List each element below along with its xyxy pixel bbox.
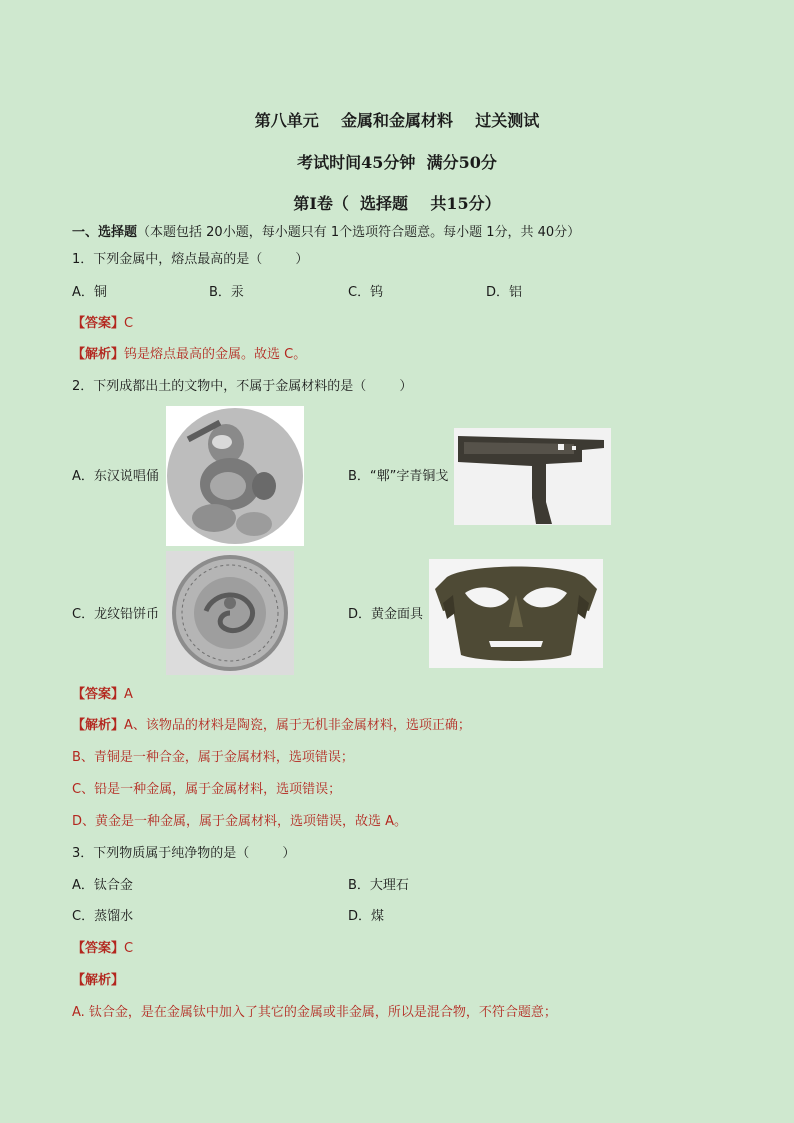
exam-info: 考试时间45分钟 满分50分 [297,153,497,172]
q1-option-c[interactable]: C．钨 [348,285,384,300]
q1-option-b[interactable]: B．汞 [209,285,244,300]
bronze-dagger-axe-image [454,428,611,525]
q3-option-c[interactable]: C．蒸馏水 [72,909,134,924]
dragon-coin-image [166,551,294,675]
answer-value: C [124,316,134,331]
q2-analysis-line-4: D、黄金是一种金属，属于金属材料，选项错误，故选 A。 [72,814,408,829]
clay-figurine-image [166,406,304,546]
q2-option-a[interactable]: A．东汉说唱俑 [72,469,159,484]
section-title: 第Ⅰ卷（ 选择题 共15分） [293,194,501,213]
q2-analysis-line-3: C、铅是一种金属，属于金属材料，选项错误； [72,782,342,797]
q2-analysis-line-2: B、青铜是一种合金，属于金属材料，选项错误； [72,750,354,765]
q3-answer [72,940,133,958]
answer-tag: 【答案】 [72,316,125,331]
q3-analysis-tag [72,972,124,990]
section-intro: 一、选择题（本题包括 20小题，每小题只有 1个选项符合题意。每小题 1分，共 40分） [72,225,581,240]
analysis-tag: 【解析】 [72,718,125,733]
q1-stem: 1．下列金属中，熔点最高的是（ ） [72,252,309,267]
q2-stem: 2．下列成都出土的文物中，不属于金属材料的是（ ） [72,379,413,394]
analysis-text: A、该物品的材料是陶瓷，属于无机非金属材料，选项正确； [124,718,471,733]
q2-option-d[interactable]: D．黄金面具 [348,607,424,622]
answer-value: A [124,687,133,702]
analysis-text: 钨是熔点最高的金属。故选 C。 [124,347,307,362]
intro-text: （本题包括 20小题，每小题只有 1个选项符合题意。每小题 1分，共 40分） [137,225,581,240]
unit-title: 第八单元 金属和金属材料 过关测试 [254,111,540,130]
answer-value: C [124,941,134,956]
q2-option-b[interactable]: B．“郫”字青铜戈 [348,469,449,484]
q1-answer [72,315,133,333]
q1-analysis [72,346,306,364]
q3-option-b[interactable]: B．大理石 [348,878,409,893]
q1-option-a[interactable]: A．铜 [72,285,107,300]
q3-option-a[interactable]: A．钛合金 [72,878,133,893]
answer-tag: 【答案】 [72,941,125,956]
q2-answer [72,686,133,704]
q3-stem: 3．下列物质属于纯净物的是（ ） [72,846,296,861]
analysis-tag: 【解析】 [72,973,125,988]
q3-option-d[interactable]: D．煤 [348,909,385,924]
q3-analysis-line-1: A. 钛合金，是在金属钛中加入了其它的金属或非金属，所以是混合物，不符合题意； [72,1005,557,1020]
q2-option-c[interactable]: C．龙纹铅饼币 [72,607,160,622]
q2-analysis-line-1 [72,717,471,735]
analysis-tag: 【解析】 [72,347,125,362]
q1-option-d[interactable]: D．铝 [486,285,523,300]
answer-tag: 【答案】 [72,687,125,702]
gold-mask-image [429,559,603,668]
